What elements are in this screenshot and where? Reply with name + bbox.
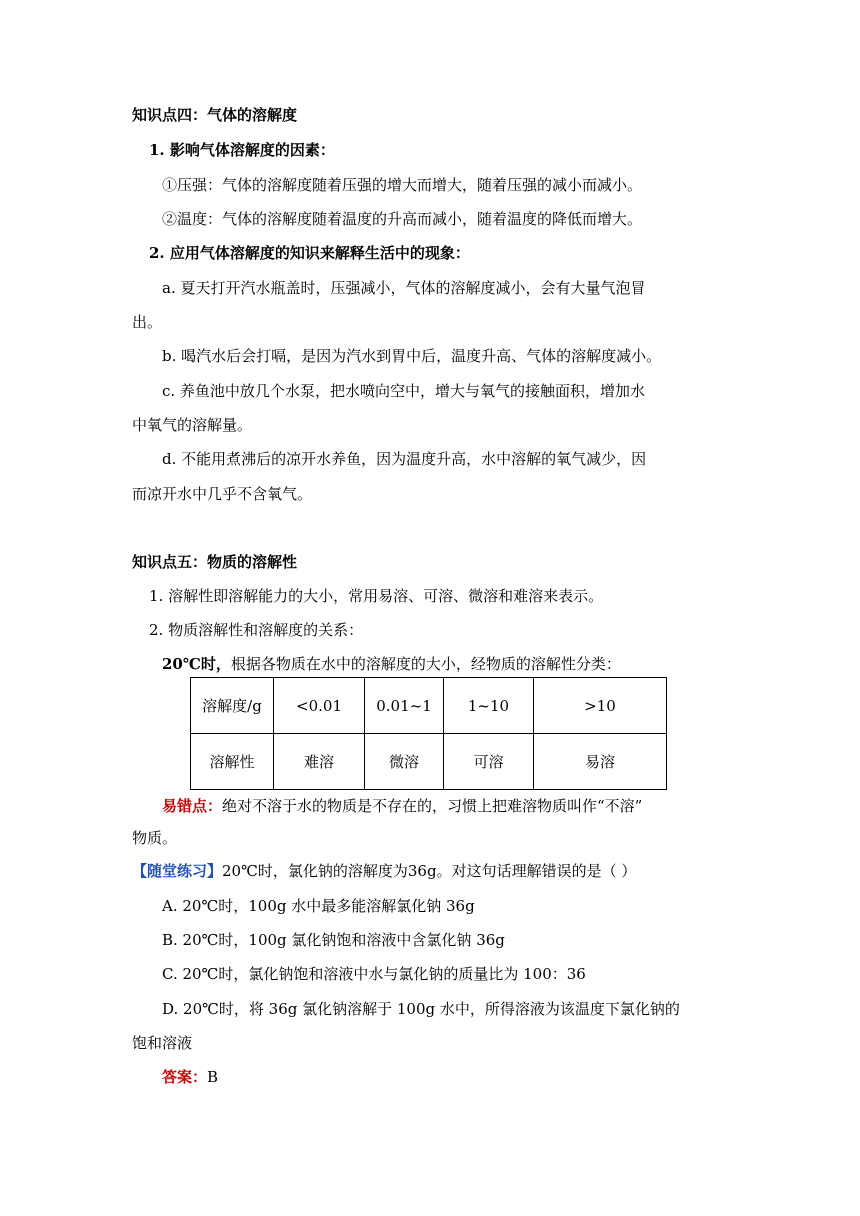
section5-heading: 知识点五：物质的溶解性: [132, 553, 298, 571]
table-cell: 1~10: [444, 678, 534, 734]
section5-item1: 1. 溶解性即溶解能力的大小，常用易溶、可溶、微溶和难溶来表示。: [149, 587, 604, 605]
table-row: [191, 678, 667, 734]
section4-a-line1: a. 夏天打开汽水瓶盖时，压强减小，气体的溶解度减小，会有大量气泡冒: [162, 279, 646, 297]
answer-label: 答案：: [162, 1068, 208, 1086]
section5-item2: 2. 物质溶解性和溶解度的关系：: [149, 621, 364, 639]
classify-temperature: 20℃时，: [162, 655, 231, 673]
table-cell: 可溶: [444, 734, 534, 790]
exercise-option-c: C. 20℃时，氯化钠饱和溶液中水与氯化钠的质量比为 100：36: [162, 965, 586, 983]
solubility-table: [190, 677, 667, 790]
section4-a-line2: 出。: [132, 313, 163, 331]
exercise-question: 20℃时，氯化钠的溶解度为36g。对这句话理解错误的是（ ）: [222, 862, 637, 880]
classify-text: 根据各物质在水中的溶解度的大小，经物质的溶解性分类：: [230, 655, 621, 673]
exercise-label: 【随堂练习】: [132, 862, 223, 880]
section4-d-line1: d. 不能用煮沸后的凉开水养鱼，因为温度升高，水中溶解的氧气减少，因: [162, 450, 647, 468]
section4-sub1: 1. 影响气体溶解度的因素：: [149, 141, 335, 159]
table-cell: 微溶: [365, 734, 444, 790]
section4-c-line1: c. 养鱼池中放几个水泵，把水喷向空中，增大与氧气的接触面积，增加水: [162, 382, 645, 400]
exercise-answer: [162, 1067, 218, 1087]
section5-classify: [162, 654, 621, 674]
note-line2: 物质。: [132, 829, 178, 847]
table-cell: 易溶: [534, 734, 667, 790]
table-cell: <0.01: [274, 678, 365, 734]
note-label: 易错点：: [162, 797, 223, 815]
exercise-option-b: B. 20℃时，100g 氯化钠饱和溶液中含氯化钠 36g: [162, 931, 505, 949]
table-row: [191, 734, 667, 790]
table-cell: >10: [534, 678, 667, 734]
exercise-option-d-line2: 饱和溶液: [132, 1034, 193, 1052]
exercise-option-d-line1: D. 20℃时，将 36g 氯化钠溶解于 100g 水中，所得溶液为该温度下氯化钠的: [162, 1000, 680, 1018]
section4-item1: ①压强：气体的溶解度随着压强的增大而增大，随着压强的减小而减小。: [162, 176, 643, 194]
table-cell: 难溶: [274, 734, 365, 790]
note-text: 绝对不溶于水的物质是不存在的，习惯上把难溶物质叫作“不溶”: [222, 797, 643, 815]
section4-heading: 知识点四：气体的溶解度: [132, 106, 298, 124]
table-cell: 溶解性: [191, 734, 274, 790]
section4-item2: ②温度：气体的溶解度随着温度的升高而减小，随着温度的降低而增大。: [162, 210, 643, 228]
exercise-option-a: A. 20℃时，100g 水中最多能溶解氯化钠 36g: [162, 897, 475, 915]
section4-b-line1: b. 喝汽水后会打嗝，是因为汽水到胃中后，温度升高、气体的溶解度减小。: [162, 347, 662, 365]
section4-d-line2: 而凉开水中几乎不含氧气。: [132, 485, 313, 503]
table-cell: 0.01~1: [365, 678, 444, 734]
exercise-question-line: [132, 861, 636, 881]
section4-sub2: 2. 应用气体溶解度的知识来解释生活中的现象：: [149, 244, 470, 262]
table-cell: 溶解度/g: [191, 678, 274, 734]
answer-value: B: [207, 1068, 219, 1086]
section4-c-line2: 中氧气的溶解量。: [132, 416, 253, 434]
note-line1: [162, 796, 642, 816]
